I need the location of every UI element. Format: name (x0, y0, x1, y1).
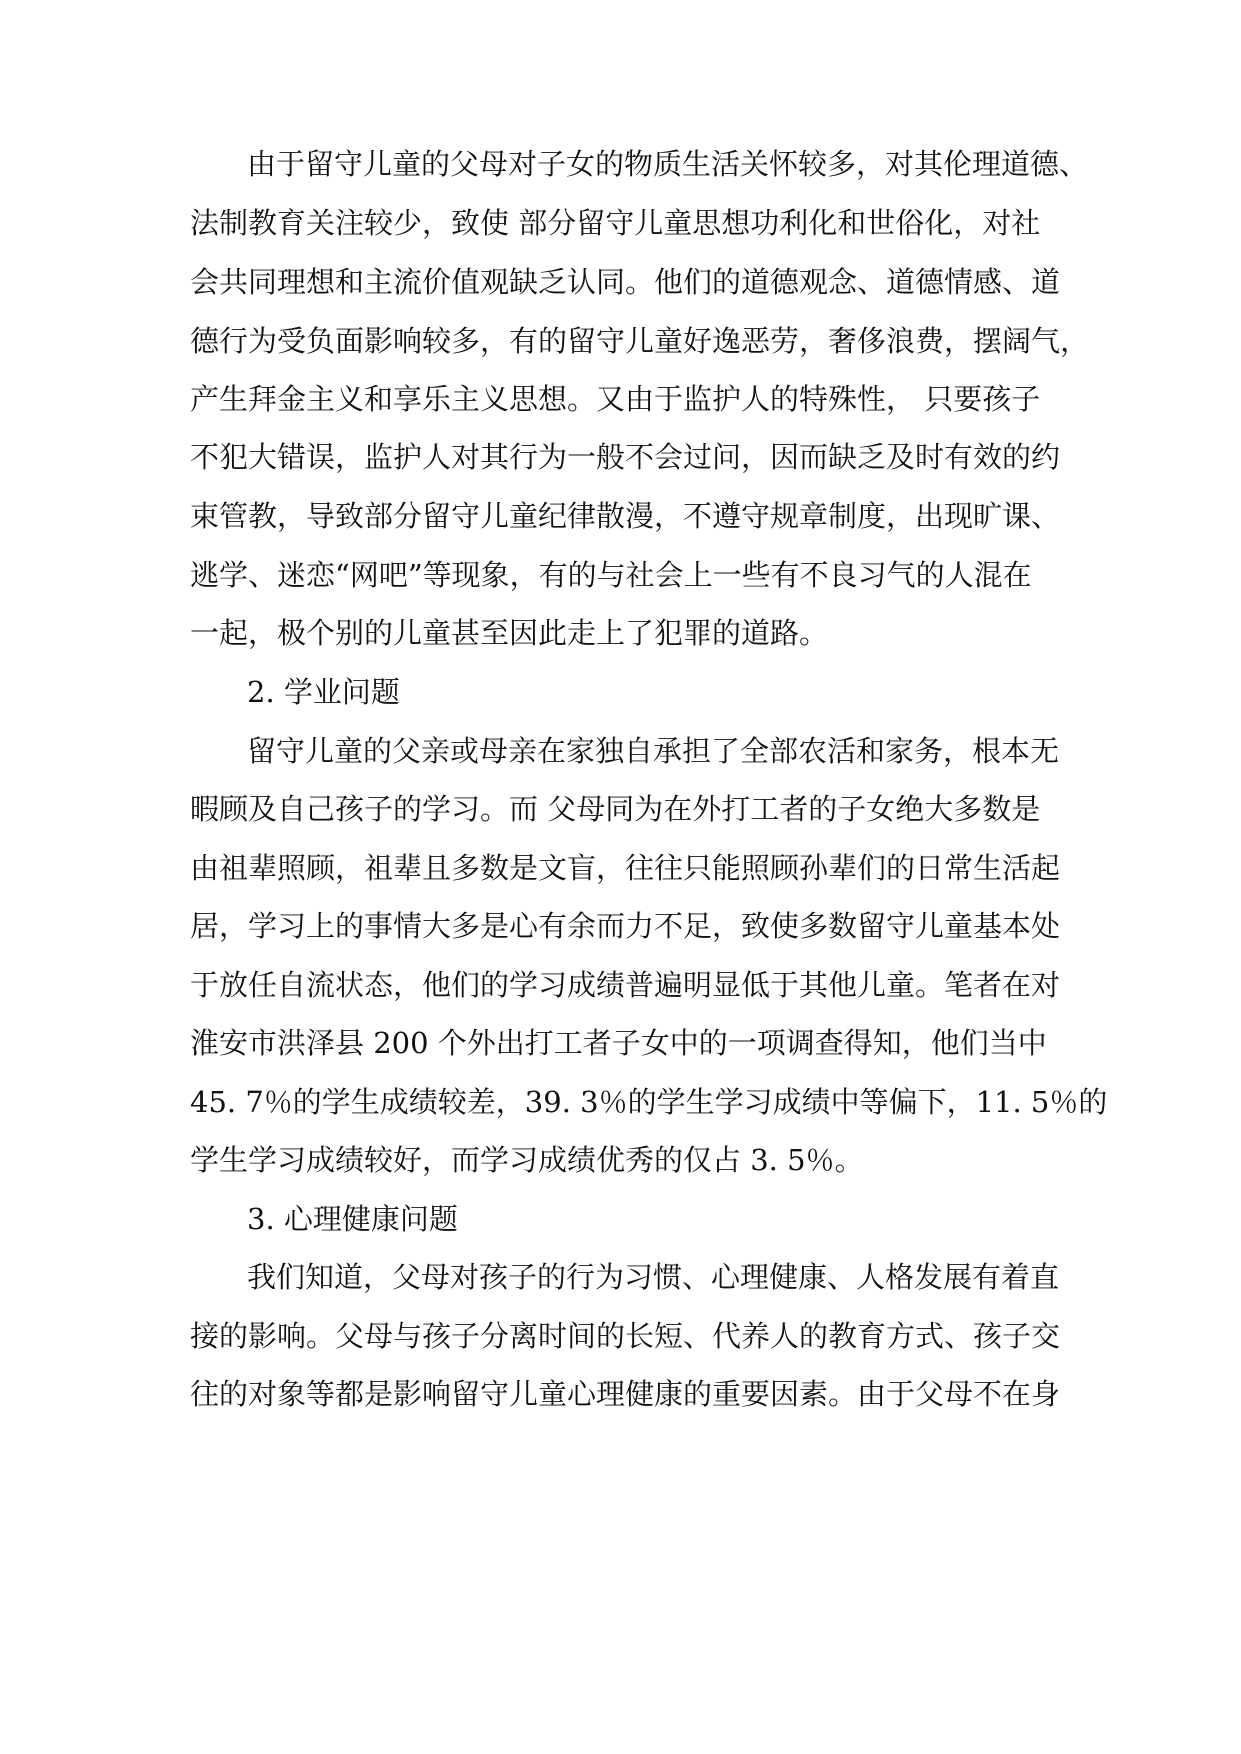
section-heading-academic: 2. 学业问题 (247, 675, 400, 709)
paragraph-1-line-8: 逃学、迷恋“网吧”等现象，有的与社会上一些有不良习气的人混在 (190, 558, 1032, 592)
paragraph-2-line-2: 暇顾及自己孩子的学习。而 父母同为在外打工者的子女绝大多数是 (190, 792, 1041, 826)
paragraph-1-line-5: 产生拜金主义和享乐主义思想。又由于监护人的特殊性， 只要孩子 (190, 382, 1041, 416)
paragraph-3-line-2: 接的影响。父母与孩子分离时间的长短、代养人的教育方式、孩子交 (190, 1319, 1061, 1353)
paragraph-1-line-9: 一起，极个别的儿童甚至因此走上了犯罪的道路。 (190, 616, 829, 650)
paragraph-2-line-8: 学生学习成绩较好，而学习成绩优秀的仅占 3. 5％。 (190, 1143, 864, 1177)
paragraph-2-line-5: 于放任自流状态，他们的学习成绩普遍明显低于其他儿童。笔者在对 (190, 968, 1061, 1002)
paragraph-2-line-3: 由祖辈照顾，祖辈且多数是文盲，往往只能照顾孙辈们的日常生活起 (190, 851, 1061, 885)
paragraph-2-line-7: 45. 7％的学生成绩较差，39. 3％的学生学习成绩中等偏下，11. 5％的 (190, 1085, 1108, 1119)
paragraph-1-line-7: 束管教，导致部分留守儿童纪律散漫，不遵守规章制度，出现旷课、 (190, 499, 1061, 533)
paragraph-2-line-4: 居，学习上的事情大多是心有余而力不足，致使多数留守儿童基本处 (190, 909, 1061, 943)
paragraph-1-line-1: 由于留守儿童的父母对子女的物质生活关怀较多，对其伦理道德、 (247, 147, 1089, 181)
paragraph-3-line-1: 我们知道，父母对孩子的行为习惯、心理健康、人格发展有着直 (247, 1260, 1060, 1294)
section-heading-mental-health: 3. 心理健康问题 (247, 1202, 458, 1236)
paragraph-3-line-3: 往的对象等都是影响留守儿童心理健康的重要因素。由于父母不在身 (190, 1377, 1061, 1411)
paragraph-1-line-6: 不犯大错误，监护人对其行为一般不会过问，因而缺乏及时有效的约 (190, 440, 1061, 474)
paragraph-1-line-3: 会共同理想和主流价值观缺乏认同。他们的道德观念、道德情感、道 (190, 265, 1061, 299)
paragraph-1-line-4: 德行为受负面影响较多，有的留守儿童好逸恶劳，奢侈浪费，摆阔气， (190, 324, 1090, 358)
paragraph-1-line-2: 法制教育关注较少，致使 部分留守儿童思想功利化和世俗化，对社 (190, 206, 1041, 240)
paragraph-2-line-1: 留守儿童的父亲或母亲在家独自承担了全部农活和家务，根本无 (247, 734, 1060, 768)
paragraph-2-line-6: 淮安市洪泽县 200 个外出打工者子女中的一项调查得知，他们当中 (190, 1026, 1047, 1060)
